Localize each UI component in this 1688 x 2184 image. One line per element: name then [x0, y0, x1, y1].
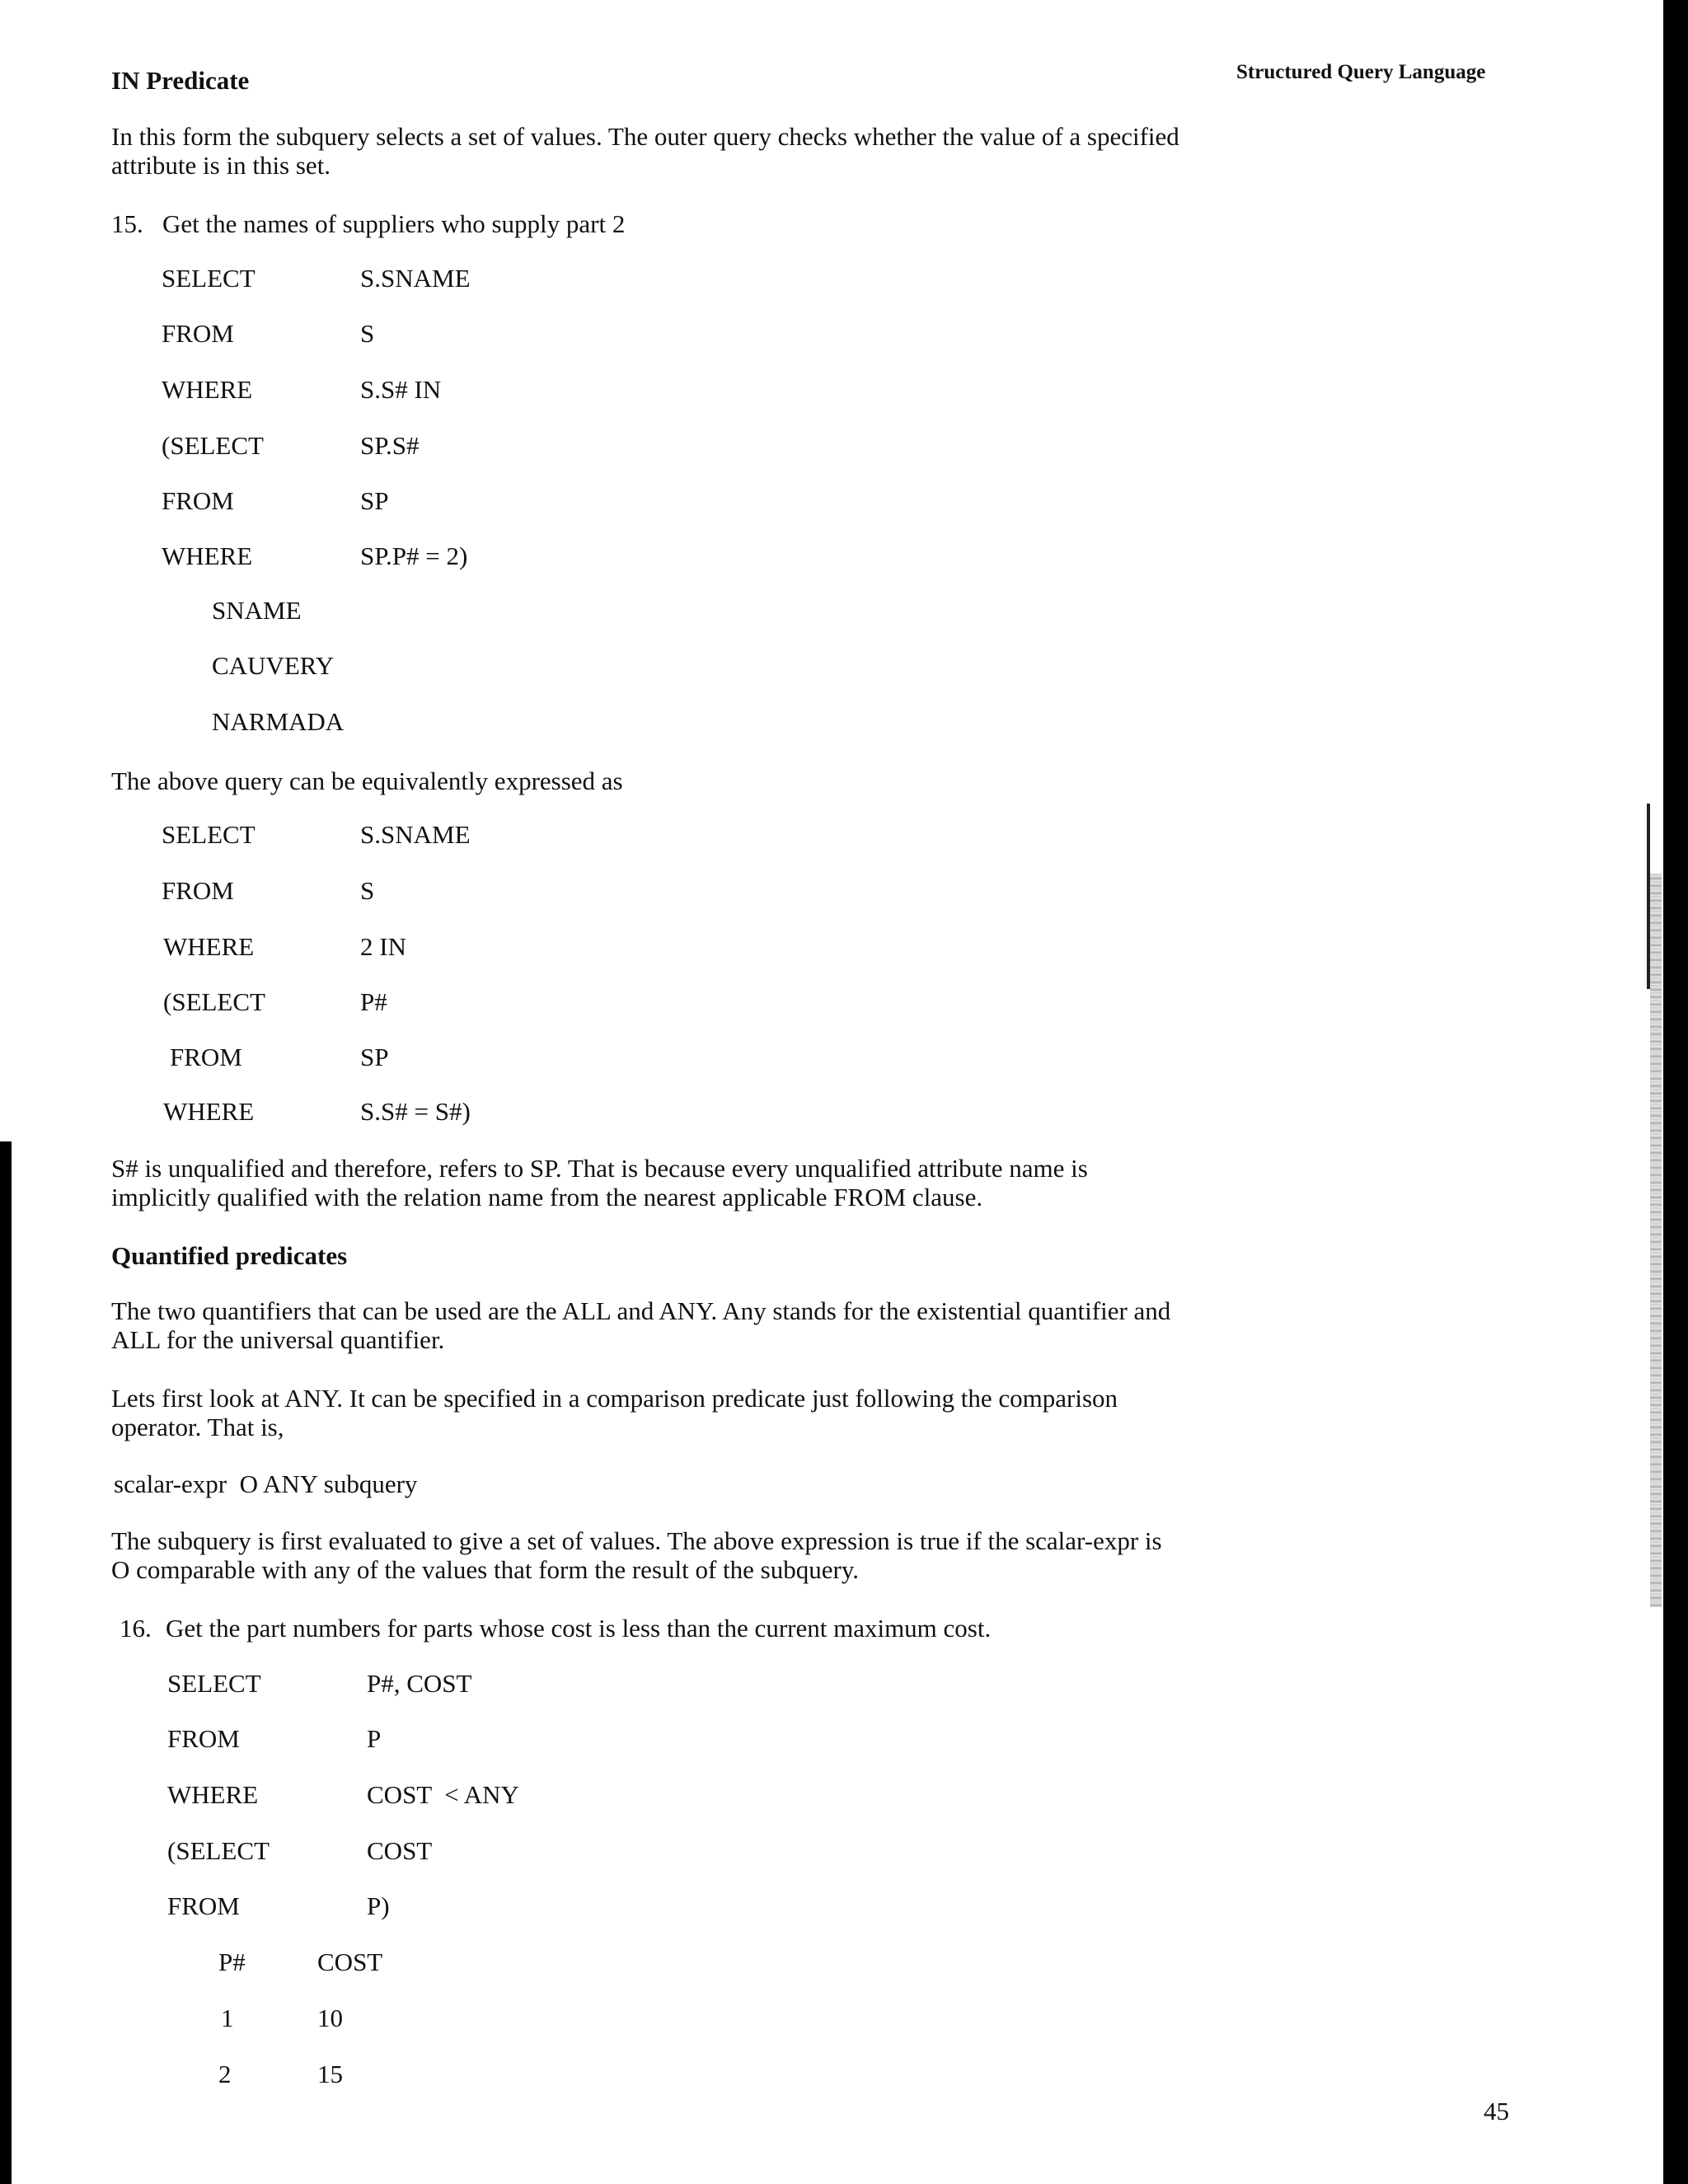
sql-keyword: SELECT [167, 1669, 261, 1698]
result-cell: NARMADA [212, 707, 345, 736]
subquery-paragraph: The subquery is first evaluated to give a set of values. The above expression is true if the scalar-expr is O comparable with any of the values that form the result of the subquery. [111, 1526, 1162, 1584]
result-header: SNAME [212, 596, 302, 625]
sql-value: COST [367, 1836, 433, 1865]
q16-number: 16. [120, 1614, 152, 1643]
sql-keyword: FROM [170, 1043, 242, 1071]
sql-value: SP.S# [360, 431, 420, 460]
running-header: Structured Query Language [1236, 61, 1486, 83]
sql-keyword: WHERE [162, 541, 253, 570]
result-cell: 15 [317, 2060, 343, 2088]
sql-keyword: FROM [162, 319, 234, 348]
sql-keyword: WHERE [163, 1097, 255, 1126]
sql-keyword: (SELECT [162, 431, 264, 460]
sql-keyword: FROM [167, 1891, 240, 1920]
section-heading: IN Predicate [111, 66, 250, 95]
result-header: P# [218, 1947, 246, 1976]
sql-value: 2 IN [360, 932, 406, 961]
sql-value: P [367, 1724, 382, 1753]
sql-value: S.S# IN [360, 375, 442, 404]
sql-keyword: FROM [162, 486, 234, 515]
result-cell: 1 [221, 2004, 234, 2032]
page-number: 45 [1484, 2097, 1509, 2125]
sql-value: P# [360, 987, 387, 1016]
any-paragraph: Lets first look at ANY. It can be specified in a comparison predicate just following the comparison operator. That is, [111, 1384, 1118, 1441]
sql-value: S.SNAME [360, 820, 471, 849]
sql-keyword: FROM [167, 1724, 240, 1753]
scan-noise [1650, 874, 1662, 1607]
sql-keyword: SELECT [162, 264, 256, 293]
scan-edge-right [1663, 0, 1688, 2184]
intro-paragraph: In this form the subquery selects a set of values. The outer query checks whether the value of a specified attribute is in this set. [111, 122, 1179, 180]
scan-edge-left [0, 1141, 12, 2184]
sql-value: P) [367, 1891, 390, 1920]
unqualified-paragraph: S# is unqualified and therefore, refers to SP. That is because every unqualified attribute name is implicitly qualified with the relation name from the nearest applicable FROM clause. [111, 1154, 1088, 1212]
sql-value: COST < ANY [367, 1780, 519, 1809]
result-cell: 2 [218, 2060, 232, 2088]
sql-keyword: (SELECT [163, 987, 265, 1016]
sql-keyword: WHERE [163, 932, 255, 961]
any-expression: scalar-expr O ANY subquery [114, 1469, 418, 1498]
sql-keyword: (SELECT [167, 1836, 270, 1865]
sql-keyword: SELECT [162, 820, 256, 849]
sql-value: SP [360, 1043, 389, 1071]
result-cell: 10 [317, 2004, 343, 2032]
sql-keyword: FROM [162, 876, 234, 905]
sql-value: S.S# = S#) [360, 1097, 471, 1126]
sql-value: S.SNAME [360, 264, 471, 293]
sql-value: S [360, 876, 375, 905]
quantifiers-paragraph: The two quantifiers that can be used are the ALL and ANY. Any stands for the existential quantifier and ALL for the universal quantifier. [111, 1296, 1171, 1354]
quantified-heading: Quantified predicates [111, 1241, 348, 1270]
sql-value: SP [360, 486, 389, 515]
q15-text: Get the names of suppliers who supply part 2 [162, 209, 626, 238]
sql-keyword: WHERE [162, 375, 253, 404]
result-cell: CAUVERY [212, 651, 335, 680]
sql-keyword: WHERE [167, 1780, 259, 1809]
sql-value: SP.P# = 2) [360, 541, 468, 570]
result-header: COST [317, 1947, 383, 1976]
equiv-text: The above query can be equivalently expressed as [111, 766, 623, 795]
q16-text: Get the part numbers for parts whose cost is less than the current maximum cost. [166, 1614, 992, 1643]
sql-value: S [360, 319, 375, 348]
sql-value: P#, COST [367, 1669, 472, 1698]
q15-number: 15. [111, 209, 143, 238]
